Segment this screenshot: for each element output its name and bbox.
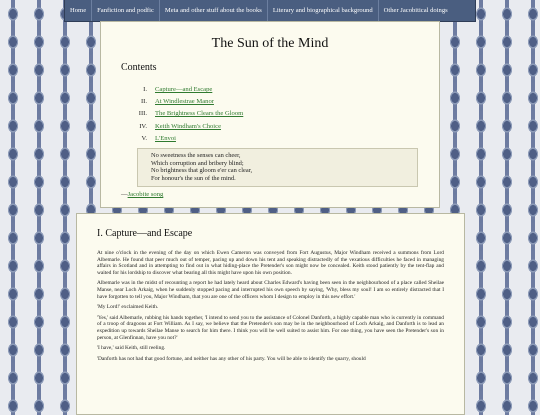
top-navigation-bar: [64, 0, 476, 22]
epigraph-line: No brightness that gloom e'er can clear,: [151, 167, 253, 175]
paragraph: At nine o'clock in the evening of the day on which Ewen Cameron was conveyed from Fort Augustus, Major Windham received a summons from Lord Albemarle. He found that peer much out of temper, pacing up and down his tent and speaking distractedly of the vexatious difficulties he faced in managing affairs in Scotland and in attempting to find out in what hiding-place the Pretender's son might now be concealed. Keith stood patiently by the tent-flap and waited for his lordship to discover what bearing all this might have upon his own position.: [97, 250, 444, 276]
epigraph-line: For honour's the sun of the mind.: [151, 175, 236, 183]
paragraph: 'I have,' said Keith, still reeling.: [97, 345, 166, 352]
toc-number: II.: [140, 98, 147, 106]
paragraph: 'Yes,' said Albemarle, rubbing his hands together, 'I intend to send you to the assistance of Colonel Danforth, a highly capable man who is currently in command of a troop of dragoons at Fort William. As I say, we believe that the Pretender's son may be in the neighbourhood of Loch Arkaig, and Danforth is to lead an expedition up towards Sheilae Manse to search for him there. I think you will be well suited to assist him. For one thing, you have seen the Pretender's son in person, at Glenfinnan, have you not?': [97, 314, 444, 341]
toc-number: IV.: [139, 122, 147, 130]
chapter-title: I. Capture—and Escape: [97, 228, 193, 239]
toc-entry: [135, 84, 243, 96]
paragraph: Albemarle was in the midst of recounting a report he had lately heard about Charles Edward's having been seen in the neighbourhood of a place called Sheilae Manse, near Loch Arkaig, when he suddenly stopped pacing and interrupted his own speech by saying, 'Why, bless my soul! I am so entirely distracted that I have forgotten to tell you, Major Windham, that you are one of the officers whom I design to employ in this new effort.': [97, 280, 444, 300]
toc-entry: [135, 108, 243, 120]
attribution-dash: —: [121, 191, 128, 198]
toc-entry: [135, 121, 243, 133]
chapter-body: [97, 250, 444, 366]
epigraph-attribution: [121, 191, 163, 198]
paragraph: 'My Lord!' exclaimed Keith.: [97, 304, 159, 311]
page-title: The Sun of the Mind: [211, 36, 329, 51]
epigraph-blockquote: [137, 148, 418, 187]
nav-home[interactable]: Home: [65, 0, 92, 21]
epigraph-line: No sweetness the senses can cheer,: [151, 152, 241, 159]
nav-jacobitical-doings[interactable]: Other Jacobitical doings: [383, 7, 448, 14]
jacobite-song-link[interactable]: Jacobite song: [127, 191, 164, 198]
nav-meta[interactable]: Meta and other stuff about the books: [160, 0, 268, 21]
nav-fanfiction-podfic[interactable]: Fanfiction and podfic: [92, 0, 160, 21]
paragraph: 'Danforth has not had that good fortune, and neither has any other of his party. You will be able to identify the quarry, should: [97, 355, 366, 362]
contents-heading: Contents: [121, 62, 157, 73]
chapter-card: [76, 213, 465, 415]
epigraph-line: Which corruption and bribery blind;: [151, 159, 244, 167]
toc-entry: [135, 133, 243, 145]
toc-link-chapter-2[interactable]: At Windlestrae Manor: [155, 98, 214, 106]
toc-link-chapter-1[interactable]: Capture—and Escape: [155, 86, 213, 93]
toc-number: I.: [143, 86, 147, 93]
toc-number: V.: [141, 134, 147, 142]
nav-literary-background[interactable]: Literary and biographical background: [268, 0, 379, 21]
contents-card: [100, 21, 440, 208]
toc-link-chapter-5[interactable]: L'Envoi: [155, 134, 176, 142]
toc-number: III.: [138, 110, 147, 118]
toc-entry: [135, 96, 243, 108]
table-of-contents: [135, 84, 243, 145]
toc-link-chapter-4[interactable]: Keith Windham's Choice: [155, 122, 221, 130]
toc-link-chapter-3[interactable]: The Brightness Clears the Gloom: [155, 110, 244, 118]
